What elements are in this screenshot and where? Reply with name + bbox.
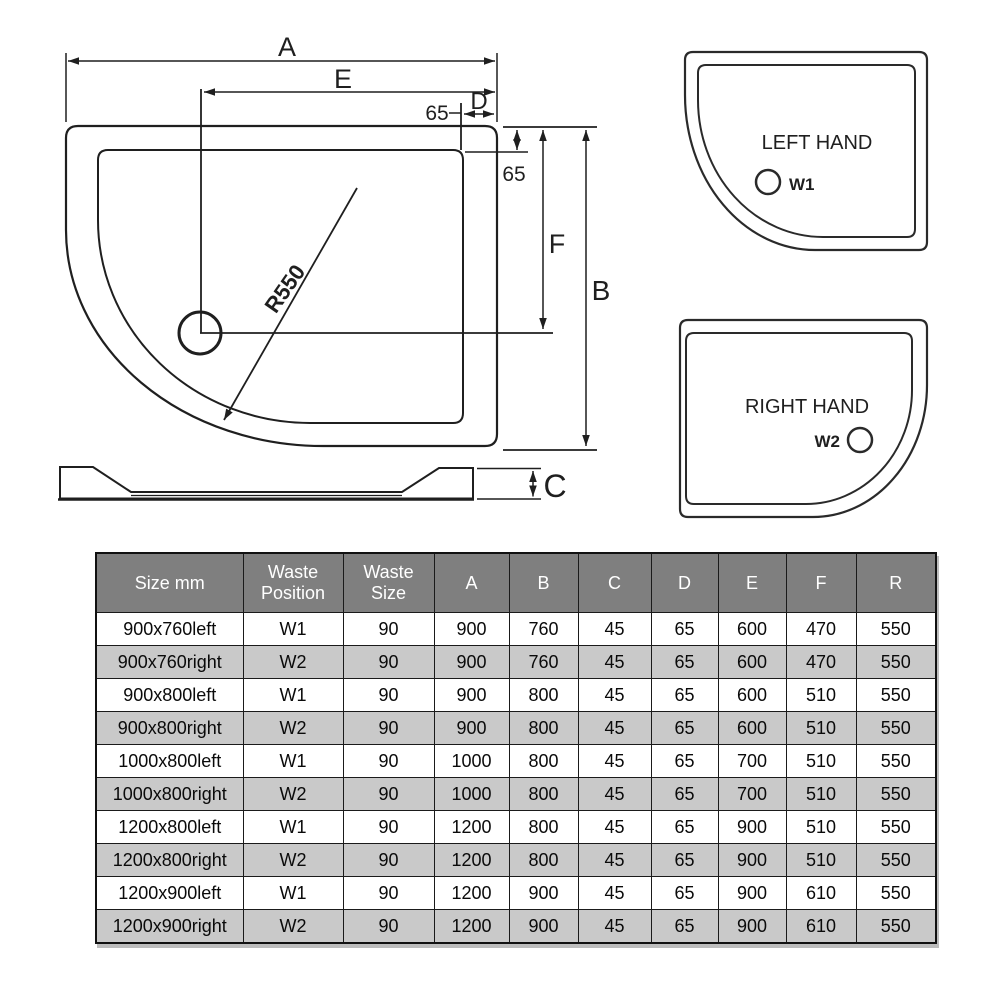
header-waste-size: Waste Size — [343, 553, 434, 613]
table-cell: 1200 — [434, 910, 509, 944]
table-cell: 470 — [786, 646, 856, 679]
table-cell: 45 — [578, 745, 651, 778]
table-cell: 45 — [578, 712, 651, 745]
table-cell: 900 — [509, 910, 578, 944]
spec-table — [95, 552, 937, 944]
table-row — [96, 646, 936, 679]
table-cell: 510 — [786, 712, 856, 745]
table-cell: W2 — [243, 844, 343, 877]
table-cell: 65 — [651, 811, 718, 844]
table-cell: 1200 — [434, 844, 509, 877]
table-cell: W1 — [243, 811, 343, 844]
table-cell: 1000 — [434, 778, 509, 811]
table-cell: 610 — [786, 910, 856, 944]
table-cell: 510 — [786, 679, 856, 712]
table-cell: 550 — [856, 679, 936, 712]
header-waste-position: Waste Position — [243, 553, 343, 613]
table-cell: 800 — [509, 679, 578, 712]
table-cell: 760 — [509, 613, 578, 646]
table-cell: 90 — [343, 844, 434, 877]
radius-label: R550 — [259, 259, 311, 318]
table-cell: 800 — [509, 811, 578, 844]
table-cell: 900 — [718, 910, 786, 944]
table-cell: 65 — [651, 613, 718, 646]
table-cell: 800 — [509, 745, 578, 778]
table-cell: 1200 — [434, 811, 509, 844]
table-cell: 90 — [343, 910, 434, 944]
table-cell: 1200x800right — [96, 844, 243, 877]
table-cell: 1200x900left — [96, 877, 243, 910]
table-row — [96, 877, 936, 910]
table-cell: 700 — [718, 778, 786, 811]
header-r: R — [856, 553, 936, 613]
right-hand-outer-outline — [680, 320, 927, 517]
table-row — [96, 679, 936, 712]
table-row — [96, 712, 936, 745]
table-cell: 900 — [434, 679, 509, 712]
table-cell: 510 — [786, 745, 856, 778]
table-cell: 65 — [651, 679, 718, 712]
table-cell: 600 — [718, 712, 786, 745]
table-row — [96, 745, 936, 778]
table-cell: 900x800left — [96, 679, 243, 712]
table-cell: 65 — [651, 712, 718, 745]
left-hand-title: LEFT HAND — [761, 132, 873, 154]
table-cell: 550 — [856, 877, 936, 910]
table-cell: 900x800right — [96, 712, 243, 745]
table-cell: W2 — [243, 646, 343, 679]
header-d: D — [651, 553, 718, 613]
table-cell: 45 — [578, 910, 651, 944]
table-cell: 550 — [856, 613, 936, 646]
left-hand-waste-label: W1 — [789, 175, 815, 194]
table-cell: 65 — [651, 877, 718, 910]
table-cell: W1 — [243, 745, 343, 778]
table-cell: 510 — [786, 811, 856, 844]
side-profile-outline — [60, 467, 473, 499]
right-hand-waste-hole — [848, 428, 872, 452]
dim-c-label: C — [543, 468, 567, 504]
table-cell: 45 — [578, 811, 651, 844]
dim-f-label: F — [548, 229, 566, 259]
table-cell: 600 — [718, 679, 786, 712]
table-cell: 65 — [651, 745, 718, 778]
table-cell: 900 — [718, 811, 786, 844]
table-cell: W1 — [243, 877, 343, 910]
dim-e-label: E — [333, 64, 353, 94]
header-c: C — [578, 553, 651, 613]
table-cell: 45 — [578, 844, 651, 877]
table-cell: 90 — [343, 745, 434, 778]
table-cell: 45 — [578, 877, 651, 910]
radius-leader-line — [224, 188, 357, 420]
table-cell: 1200x900right — [96, 910, 243, 944]
table-cell: 1200x800left — [96, 811, 243, 844]
table-cell: 800 — [509, 844, 578, 877]
table-cell: 900 — [718, 844, 786, 877]
table-cell: 760 — [509, 646, 578, 679]
table-cell: W1 — [243, 679, 343, 712]
right-hand-waste-label: W2 — [814, 432, 840, 451]
table-cell: 510 — [786, 844, 856, 877]
header-b: B — [509, 553, 578, 613]
left-hand-waste-hole — [756, 170, 780, 194]
table-cell: 65 — [651, 844, 718, 877]
table-cell: 470 — [786, 613, 856, 646]
table-row — [96, 910, 936, 944]
table-cell: 800 — [509, 778, 578, 811]
table-row — [96, 811, 936, 844]
table-cell: 600 — [718, 613, 786, 646]
table-cell: 90 — [343, 679, 434, 712]
table-cell: 90 — [343, 613, 434, 646]
table-cell: 600 — [718, 646, 786, 679]
offset-top-label: 65 — [425, 102, 449, 125]
right-hand-inner-outline — [686, 333, 912, 504]
table-cell: 1000 — [434, 745, 509, 778]
spec-table-body — [96, 613, 936, 944]
header-size-mm: Size mm — [96, 553, 243, 613]
right-hand-diagram — [680, 320, 927, 517]
table-cell: 800 — [509, 712, 578, 745]
table-cell: 900 — [434, 646, 509, 679]
table-cell: 90 — [343, 646, 434, 679]
table-cell: 90 — [343, 712, 434, 745]
table-cell: 900 — [434, 712, 509, 745]
side-profile-diagram — [58, 467, 541, 500]
offset-side-label: 65 — [502, 163, 526, 186]
table-row — [96, 778, 936, 811]
table-cell: 45 — [578, 679, 651, 712]
table-cell: 65 — [651, 778, 718, 811]
table-row — [96, 844, 936, 877]
table-cell: 90 — [343, 778, 434, 811]
table-cell: 550 — [856, 745, 936, 778]
table-cell: 610 — [786, 877, 856, 910]
table-header-row — [96, 553, 936, 613]
table-cell: 900 — [509, 877, 578, 910]
dim-b-label: B — [591, 275, 611, 306]
table-cell: 90 — [343, 811, 434, 844]
table-cell: 1200 — [434, 877, 509, 910]
table-cell: 550 — [856, 811, 936, 844]
table-cell: 1000x800left — [96, 745, 243, 778]
table-cell: W1 — [243, 613, 343, 646]
table-cell: W2 — [243, 712, 343, 745]
dim-a-label: A — [277, 32, 297, 62]
header-a: A — [434, 553, 509, 613]
table-cell: 45 — [578, 646, 651, 679]
table-cell: 45 — [578, 778, 651, 811]
table-row — [96, 613, 936, 646]
dim-d-label: D — [470, 88, 488, 115]
table-cell: 700 — [718, 745, 786, 778]
table-cell: 550 — [856, 910, 936, 944]
table-cell: 900x760left — [96, 613, 243, 646]
right-hand-title: RIGHT HAND — [744, 396, 870, 418]
table-cell: 550 — [856, 646, 936, 679]
table-cell: 90 — [343, 877, 434, 910]
table-cell: 900x760right — [96, 646, 243, 679]
header-f: F — [786, 553, 856, 613]
table-cell: 65 — [651, 910, 718, 944]
table-cell: 1000x800right — [96, 778, 243, 811]
header-e: E — [718, 553, 786, 613]
table-cell: W2 — [243, 778, 343, 811]
plan-view-diagram — [66, 53, 597, 450]
table-cell: 45 — [578, 613, 651, 646]
table-cell: 510 — [786, 778, 856, 811]
table-cell: W2 — [243, 910, 343, 944]
table-cell: 900 — [718, 877, 786, 910]
table-cell: 900 — [434, 613, 509, 646]
table-cell: 65 — [651, 646, 718, 679]
table-cell: 550 — [856, 712, 936, 745]
table-cell: 550 — [856, 844, 936, 877]
table-cell: 550 — [856, 778, 936, 811]
